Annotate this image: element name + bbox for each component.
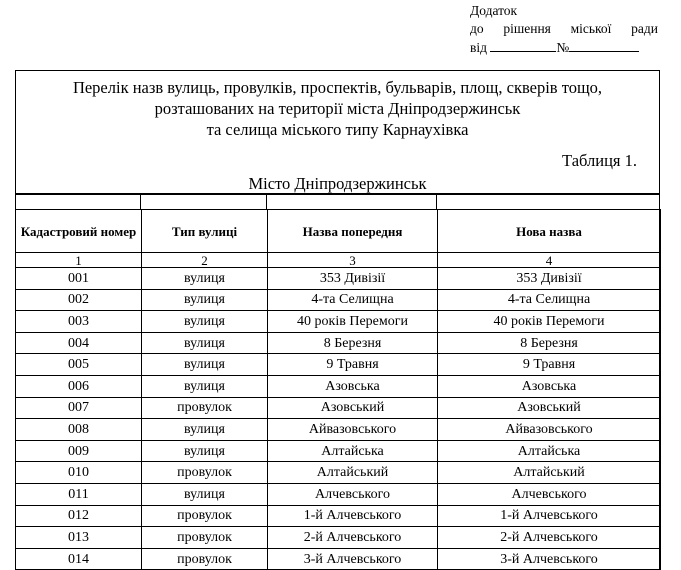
column-number: 2 — [142, 253, 268, 268]
table-row — [16, 483, 661, 505]
cell-cadastral-number: 008 — [16, 419, 142, 441]
document-title — [16, 77, 659, 140]
cell-cadastral-number: 007 — [16, 397, 142, 419]
table-row — [16, 527, 661, 549]
cell-cadastral-number: 012 — [16, 505, 142, 527]
appendix-word: міської — [570, 21, 612, 36]
table-row — [16, 419, 661, 441]
header-previous-name: Назва попередня — [268, 210, 438, 253]
cell-cadastral-number: 003 — [16, 311, 142, 333]
cell-cadastral-number: 013 — [16, 527, 142, 549]
table-row — [16, 462, 661, 484]
appendix-word: до — [470, 21, 484, 36]
table-label: Таблиця 1. — [562, 151, 637, 170]
cell-cadastral-number: 001 — [16, 268, 142, 290]
table-row — [16, 548, 661, 570]
cell-new-name: Айвазовського — [438, 419, 661, 441]
cell-previous-name: 40 років Перемоги — [268, 311, 438, 333]
table-row — [16, 505, 661, 527]
cell-previous-name: Айвазовського — [268, 419, 438, 441]
cell-previous-name: Алтайська — [268, 440, 438, 462]
spacer-divider — [140, 194, 141, 210]
table-spacer-row — [15, 193, 660, 209]
cell-new-name: Алтайський — [438, 462, 661, 484]
column-numbers-row — [16, 253, 661, 268]
cell-street-type: вулиця — [142, 440, 268, 462]
cell-previous-name: 8 Березня — [268, 332, 438, 354]
column-number: 4 — [438, 253, 661, 268]
cell-street-type: вулиця — [142, 268, 268, 290]
cell-street-type: провулок — [142, 505, 268, 527]
cell-new-name: 3-й Алчевського — [438, 548, 661, 570]
cell-cadastral-number: 002 — [16, 289, 142, 311]
spacer-divider — [436, 194, 437, 210]
cell-previous-name: 4-та Селищна — [268, 289, 438, 311]
table-row — [16, 289, 661, 311]
appendix-from-label: від — [470, 40, 487, 55]
cell-previous-name: Алтайський — [268, 462, 438, 484]
column-number: 1 — [16, 253, 142, 268]
cell-previous-name: 9 Травня — [268, 354, 438, 376]
cell-street-type: вулиця — [142, 375, 268, 397]
cell-new-name: Алчевського — [438, 483, 661, 505]
cell-previous-name: 2-й Алчевського — [268, 527, 438, 549]
city-label: Місто Дніпродзержинськ — [248, 174, 427, 193]
title-line-1: Перелік назв вулиць, провулків, проспектів, бульварів, площ, скверів тощо, — [72, 78, 603, 97]
cell-previous-name: Азовський — [268, 397, 438, 419]
appendix-decision-line — [470, 20, 658, 38]
cell-street-type: вулиця — [142, 311, 268, 333]
cell-new-name: 1-й Алчевського — [438, 505, 661, 527]
cell-previous-name: 353 Дивізії — [268, 268, 438, 290]
cell-street-type: провулок — [142, 548, 268, 570]
cell-street-type: вулиця — [142, 483, 268, 505]
cell-previous-name: Азовська — [268, 375, 438, 397]
cell-new-name: 353 Дивізії — [438, 268, 661, 290]
cell-street-type: вулиця — [142, 289, 268, 311]
cell-street-type: провулок — [142, 527, 268, 549]
cell-cadastral-number: 011 — [16, 483, 142, 505]
header-cadastral-number: Кадастровий номер — [16, 210, 142, 253]
cell-previous-name: 1-й Алчевського — [268, 505, 438, 527]
cell-new-name: 9 Травня — [438, 354, 661, 376]
column-number: 3 — [268, 253, 438, 268]
cell-cadastral-number: 006 — [16, 375, 142, 397]
cell-previous-name: 3-й Алчевського — [268, 548, 438, 570]
cell-cadastral-number: 014 — [16, 548, 142, 570]
cell-street-type: вулиця — [142, 354, 268, 376]
cell-cadastral-number: 010 — [16, 462, 142, 484]
cell-cadastral-number: 009 — [16, 440, 142, 462]
cell-street-type: вулиця — [142, 419, 268, 441]
appendix-word: рішення — [503, 21, 551, 36]
spacer-divider — [266, 194, 267, 210]
appendix-title: Додаток — [470, 3, 518, 18]
cell-street-type: вулиця — [142, 332, 268, 354]
appendix-header — [470, 2, 658, 57]
table-row — [16, 354, 661, 376]
cell-cadastral-number: 005 — [16, 354, 142, 376]
cell-previous-name: Алчевського — [268, 483, 438, 505]
title-line-3: та селища міського типу Карнаухівка — [206, 120, 469, 139]
date-blank-line — [490, 38, 556, 52]
cell-street-type: провулок — [142, 462, 268, 484]
table-row — [16, 440, 661, 462]
appendix-date-number-line — [470, 38, 658, 57]
appendix-word: ради — [631, 21, 658, 36]
cell-cadastral-number: 004 — [16, 332, 142, 354]
table-row — [16, 397, 661, 419]
cell-new-name: 40 років Перемоги — [438, 311, 661, 333]
number-blank-line — [569, 38, 639, 52]
table-row — [16, 311, 661, 333]
title-line-2: розташованих на території міста Дніпродзержинськ — [154, 99, 521, 118]
table-row — [16, 332, 661, 354]
appendix-number-label: № — [556, 40, 570, 55]
table-row — [16, 268, 661, 290]
header-new-name: Нова назва — [438, 210, 661, 253]
cell-new-name: 4-та Селищна — [438, 289, 661, 311]
cell-new-name: Азовський — [438, 397, 661, 419]
cell-street-type: провулок — [142, 397, 268, 419]
table-header-row — [16, 210, 661, 253]
streets-table — [15, 209, 661, 570]
header-street-type: Тип вулиці — [142, 210, 268, 253]
cell-new-name: 2-й Алчевського — [438, 527, 661, 549]
cell-new-name: 8 Березня — [438, 332, 661, 354]
cell-new-name: Азовська — [438, 375, 661, 397]
table-row — [16, 375, 661, 397]
cell-new-name: Алтайська — [438, 440, 661, 462]
